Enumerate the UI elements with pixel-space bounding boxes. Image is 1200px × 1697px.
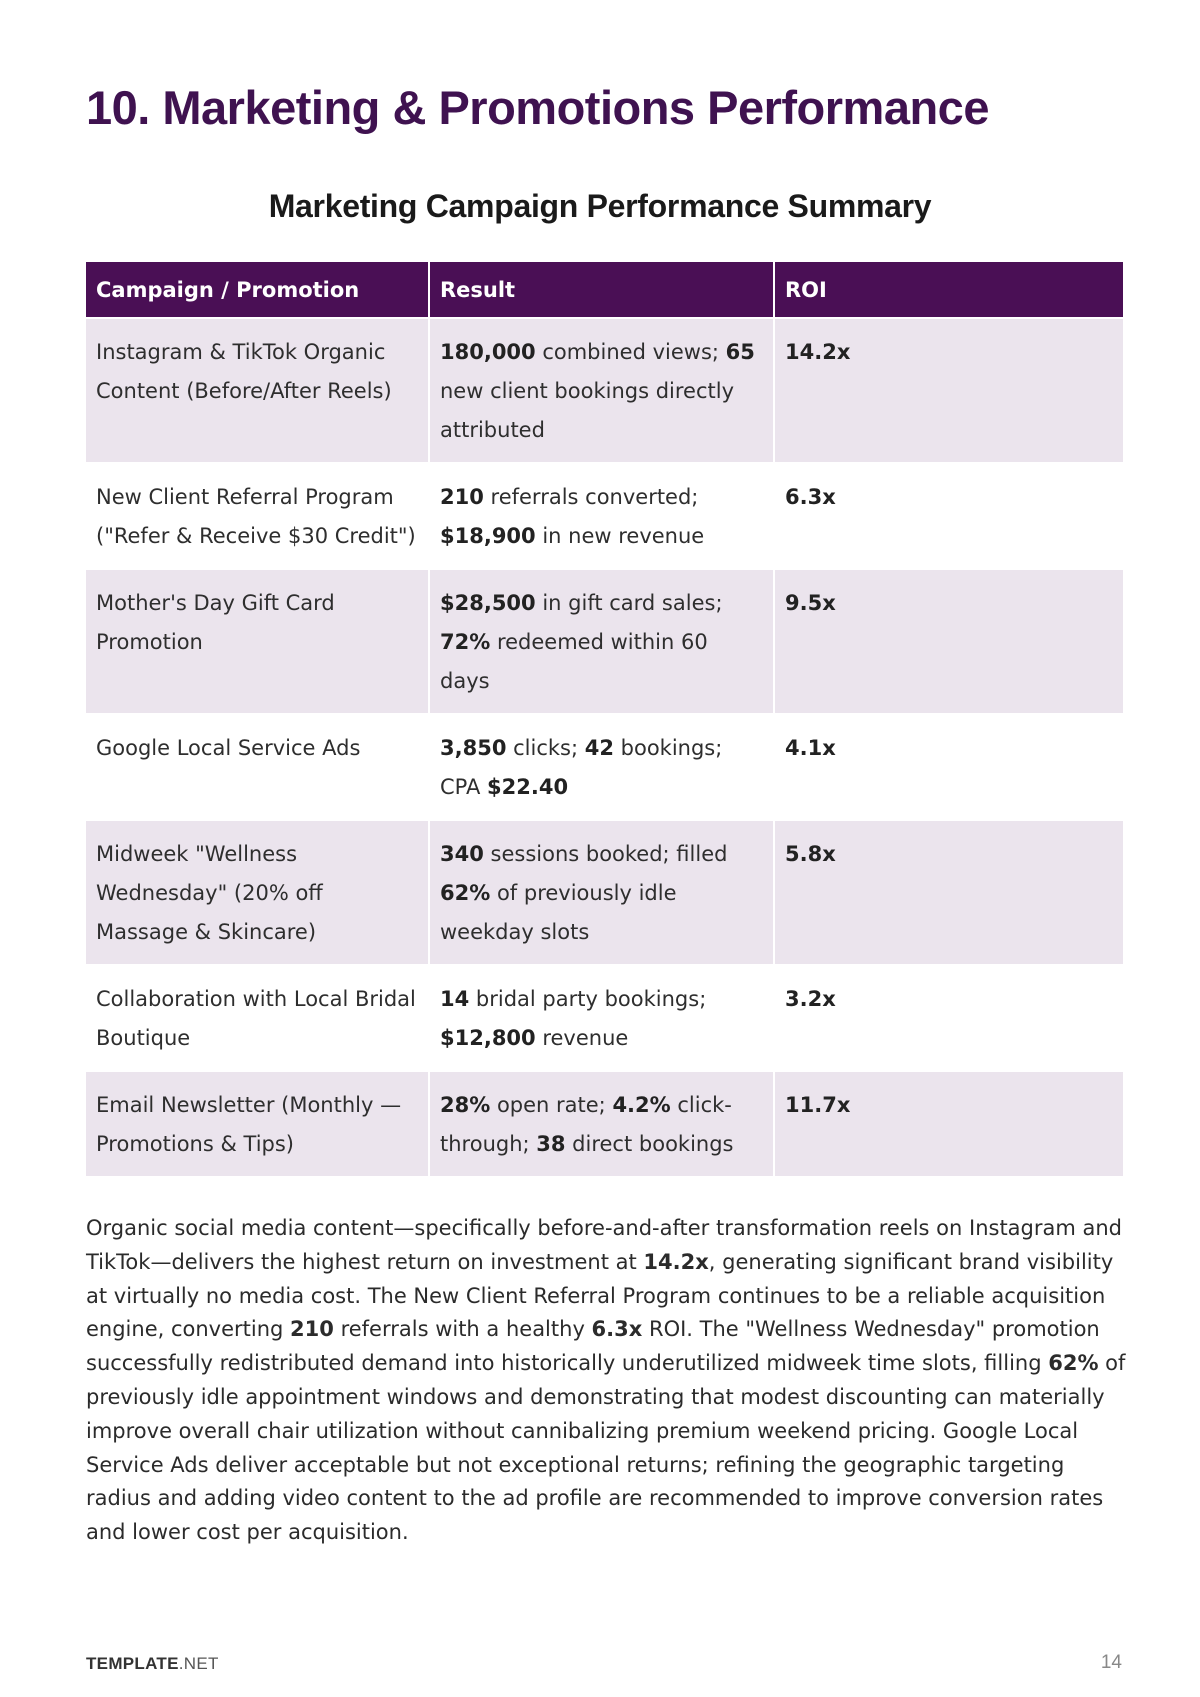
header-result: Result — [430, 262, 775, 317]
roi-cell — [775, 964, 1123, 1070]
campaign-performance-table — [86, 262, 1123, 1176]
roi-value: 4.1x — [785, 736, 836, 760]
table-header-row — [86, 262, 1123, 317]
result-cell — [430, 713, 775, 819]
result-text: in gift card sales; — [535, 591, 723, 615]
result-cell — [430, 462, 775, 568]
table-title: Marketing Campaign Performance Summary — [268, 188, 932, 224]
analysis-paragraph — [86, 1212, 1126, 1550]
roi-value: 9.5x — [785, 591, 836, 615]
campaign-cell: Midweek "Wellness Wednesday" (20% off Massage & Skincare) — [86, 819, 430, 964]
page-number: 14 — [1100, 1652, 1122, 1673]
result-metric: 180,000 — [440, 340, 536, 364]
brand-name: TEMPLATE — [86, 1654, 179, 1673]
roi-value: 6.3x — [785, 485, 836, 509]
table-row — [86, 317, 1123, 462]
result-cell — [430, 819, 775, 964]
table-row — [86, 819, 1123, 964]
result-text: bridal party bookings; — [469, 987, 707, 1011]
result-metric: 210 — [440, 485, 484, 509]
roi-cell — [775, 819, 1123, 964]
result-text: in new revenue — [535, 524, 705, 548]
table-body — [86, 317, 1123, 1176]
table-row — [86, 713, 1123, 819]
result-text: sessions booked; filled — [483, 842, 728, 866]
analysis-text: of previously idle appointment windows and demonstrating that modest discounting can materially improve overall chair utilization without cannibalizing premium weekend pricing. Google Local Service Ads deliver acceptable but not exceptional returns; refining the geographic targeting radius and adding video content to the ad profile are recommended to improve conversion rates and lower cost per acquisition. — [86, 1351, 1126, 1545]
result-metric: 28% — [440, 1093, 491, 1117]
table-row — [86, 964, 1123, 1070]
roi-value: 14.2x — [785, 340, 851, 364]
result-text: redeemed within 60 days — [440, 630, 708, 693]
result-cell — [430, 317, 775, 462]
result-metric: 4.2% — [612, 1093, 671, 1117]
result-metric: $18,900 — [440, 524, 536, 548]
campaign-cell: Collaboration with Local Bridal Boutique — [86, 964, 430, 1070]
table-row — [86, 568, 1123, 713]
result-metric: 340 — [440, 842, 484, 866]
result-metric: $22.40 — [487, 775, 569, 799]
table-row — [86, 462, 1123, 568]
roi-value: 5.8x — [785, 842, 836, 866]
analysis-highlight: 6.3x — [591, 1317, 643, 1342]
campaign-cell: Instagram & TikTok Organic Content (Before/After Reels) — [86, 317, 430, 462]
analysis-text: ROI. The "Wellness Wednesday" promotion successfully redistributed demand into historically underutilized midweek time slots, filling — [86, 1317, 1100, 1376]
roi-cell — [775, 317, 1123, 462]
page-title: 10. Marketing & Promotions Performance — [86, 81, 989, 134]
result-text: bookings; CPA — [440, 736, 723, 799]
campaign-cell: Google Local Service Ads — [86, 713, 430, 819]
analysis-highlight: 14.2x — [643, 1249, 709, 1274]
result-cell — [430, 964, 775, 1070]
roi-cell — [775, 1070, 1123, 1176]
campaign-cell: Email Newsletter (Monthly — Promotions & Tips) — [86, 1070, 430, 1176]
result-metric: 42 — [584, 736, 614, 760]
campaign-cell: New Client Referral Program ("Refer & Receive $30 Credit") — [86, 462, 430, 568]
result-metric: 65 — [725, 340, 755, 364]
result-cell — [430, 568, 775, 713]
result-metric: 38 — [536, 1132, 566, 1156]
result-text: clicks; — [506, 736, 585, 760]
analysis-text: , generating significant brand visibility at virtually no media cost. The New Client Referral Program continues to be a reliable acquisition engine, converting — [86, 1249, 1114, 1342]
roi-cell — [775, 568, 1123, 713]
footer-brand-logo — [86, 1654, 219, 1674]
result-metric: $28,500 — [440, 591, 536, 615]
result-metric: 3,850 — [440, 736, 507, 760]
campaign-cell: Mother's Day Gift Card Promotion — [86, 568, 430, 713]
analysis-text: referrals with a healthy — [333, 1317, 592, 1342]
analysis-highlight: 210 — [290, 1317, 334, 1342]
header-campaign: Campaign / Promotion — [86, 262, 430, 317]
roi-value: 11.7x — [785, 1093, 851, 1117]
header-roi: ROI — [775, 262, 1123, 317]
result-text: open rate; — [490, 1093, 613, 1117]
result-metric: 14 — [440, 987, 470, 1011]
roi-cell — [775, 713, 1123, 819]
result-text: combined views; — [535, 340, 726, 364]
result-text: referrals converted; — [483, 485, 699, 509]
result-metric: $12,800 — [440, 1026, 536, 1050]
result-text: of previously idle weekday slots — [440, 881, 677, 944]
result-cell — [430, 1070, 775, 1176]
analysis-text: Organic social media content—specifically before-and-after transformation reels on Instagram and TikTok—delivers the highest return on investment at — [86, 1216, 1123, 1274]
analysis-highlight: 62% — [1048, 1351, 1099, 1376]
result-text: new client bookings directly attributed — [440, 379, 735, 442]
result-metric: 72% — [440, 630, 491, 654]
result-metric: 62% — [440, 881, 491, 905]
roi-cell — [775, 462, 1123, 568]
table-row — [86, 1070, 1123, 1176]
roi-value: 3.2x — [785, 987, 836, 1011]
brand-suffix: .NET — [178, 1654, 219, 1673]
result-text: revenue — [535, 1026, 629, 1050]
result-text: direct bookings — [565, 1132, 734, 1156]
result-text: click-through; — [440, 1093, 732, 1156]
